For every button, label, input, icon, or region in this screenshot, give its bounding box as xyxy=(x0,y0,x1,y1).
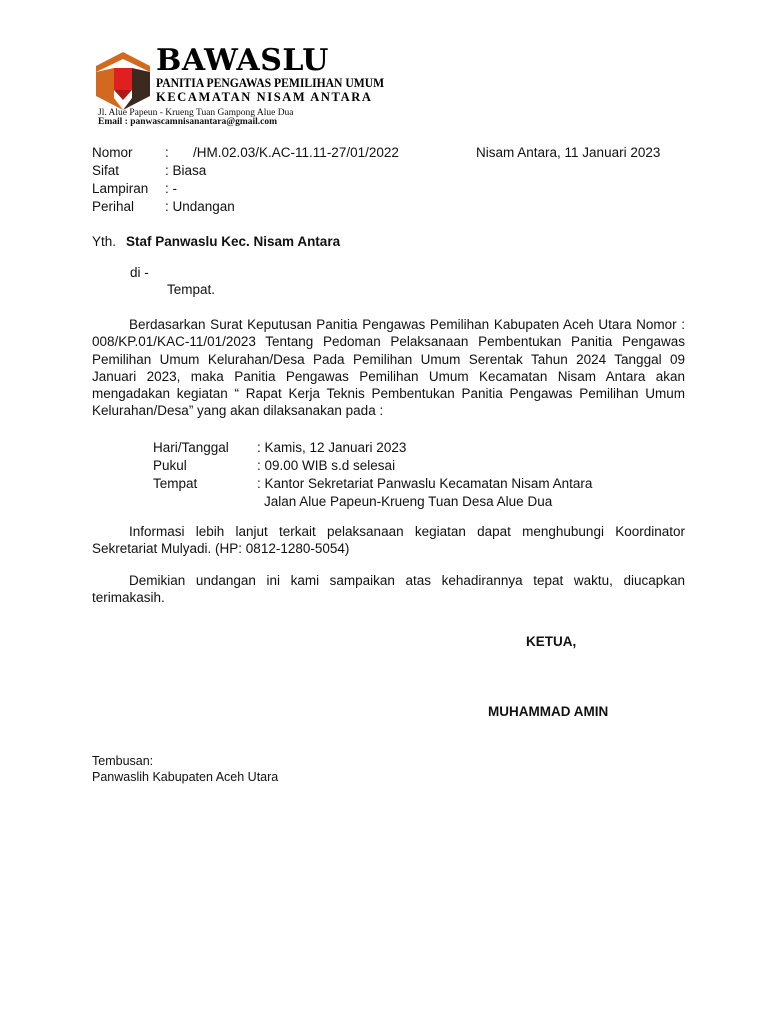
pukul-value: : 09.00 WIB s.d selesai xyxy=(257,458,396,473)
nomor-colon: : xyxy=(165,145,169,160)
org-address: Jl. Alue Papeun - Krueng Tuan Gampong Alue Dua xyxy=(98,108,294,118)
hari-label: Hari/Tanggal xyxy=(153,440,229,455)
org-name: BAWASLU xyxy=(156,43,329,78)
lampiran-label: Lampiran xyxy=(92,181,149,196)
org-email: Email : panwascamnisanantara@gmail.com xyxy=(98,117,278,127)
signature-name: MUHAMMAD AMIN xyxy=(488,704,609,719)
body-paragraph-2: Informasi lebih lanjut terkait pelaksanaan kegiatan dapat menghubungi Koordinator Sekretariat Mulyadi. (HP: 0812-1280-5054) xyxy=(92,524,685,557)
bawaslu-logo-icon xyxy=(92,50,154,112)
cc-item: Panwaslih Kabupaten Aceh Utara xyxy=(92,770,279,784)
recipient-name: Staf Panwaslu Kec. Nisam Antara xyxy=(126,234,341,249)
perihal-value: : Undangan xyxy=(165,199,235,214)
lampiran-value: : - xyxy=(165,181,177,196)
nomor-label: Nomor xyxy=(92,145,133,160)
cc-label: Tembusan: xyxy=(92,754,154,768)
body-paragraph-3: Demikian undangan ini kami sampaikan atas kehadirannya tepat waktu, diucapkan terimakasih. xyxy=(92,573,685,606)
hari-value: : Kamis, 12 Januari 2023 xyxy=(257,440,407,455)
pukul-label: Pukul xyxy=(153,458,187,473)
yth-label: Yth. xyxy=(92,234,117,249)
org-subtitle-1: PANITIA PENGAWAS PEMILIHAN UMUM xyxy=(156,76,385,90)
sifat-value: : Biasa xyxy=(165,163,207,178)
sifat-label: Sifat xyxy=(92,163,120,178)
tempat-detail-value-2: Jalan Alue Papeun-Krueng Tuan Desa Alue Dua xyxy=(264,494,553,509)
tempat-detail-label: Tempat xyxy=(153,476,198,491)
nomor-value: /HM.02.03/K.AC-11.11-27/01/2022 xyxy=(193,145,399,160)
signature-title: KETUA, xyxy=(526,634,577,649)
di-label: di - xyxy=(130,265,149,280)
tempat-detail-value: : Kantor Sekretariat Panwaslu Kecamatan Nisam Antara xyxy=(257,476,593,491)
perihal-label: Perihal xyxy=(92,199,135,214)
brand-block xyxy=(156,43,401,104)
org-subtitle-2: KECAMATAN NISAM ANTARA xyxy=(156,90,373,104)
body-paragraph-1: Berdasarkan Surat Keputusan Panitia Pengawas Pemilihan Kabupaten Aceh Utara Nomor : 008/KP.01/KAC-11/01/2023 Tentang Pedoman Pelaksanaan Pembentukan Panitia Pengawas Pemilihan Umum Kelurahan/Desa Pada Pemilihan Umum Serentak Tahun 2024 Tanggal 09 Januari 2023, maka Panitia Pengawas Pemilihan Umum Kecamatan Nisam Antara akan mengadakan kegiatan “ Rapat Kerja Teknis Pembentukan Panitia Pengawas Pemilihan Umum Kelurahan/Desa” yang akan dilaksanakan pada : xyxy=(92,317,685,419)
letterhead xyxy=(92,43,385,128)
place-date: Nisam Antara, 11 Januari 2023 xyxy=(476,145,661,160)
tempat-label: Tempat. xyxy=(167,282,216,297)
